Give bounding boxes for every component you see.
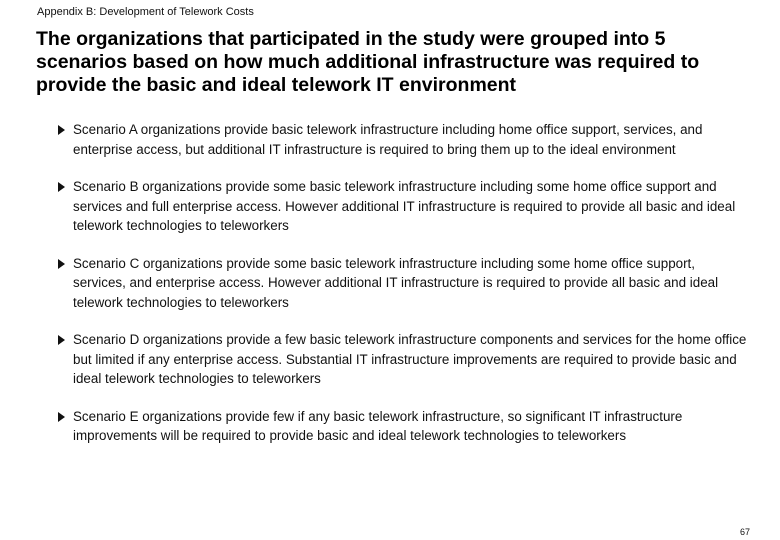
triangle-right-icon [58,125,66,135]
scenario-b-text: Scenario B organizations provide some basic telework infrastructure including some home office support and services and full enterprise access. However additional IT infrastructure is required to provide all basic and ideal telework technologies to teleworkers [73,179,736,233]
page-number: 67 [739,527,750,537]
list-item [58,407,748,446]
triangle-right-icon [58,182,66,192]
triangle-right-icon [58,412,66,422]
triangle-right-icon [58,259,66,269]
scenario-list [58,120,748,464]
page-title: The organizations that participated in the study were grouped into 5 scenarios based on how much additional infrastructure was required to provide the basic and ideal telework IT environment [36,28,700,96]
appendix-label: Appendix B: Development of Telework Costs [37,6,254,18]
scenario-a-text: Scenario A organizations provide basic telework infrastructure including home office support, services, and enterprise access, but additional IT infrastructure is required to bring them up to the ideal environment [73,122,703,157]
list-item [58,330,748,389]
list-item [58,120,748,159]
list-item [58,254,748,313]
list-item [58,177,748,236]
scenario-c-text: Scenario C organizations provide some basic telework infrastructure including some home office support, services, and enterprise access. However additional IT infrastructure is required to provide all basic and ideal telework technologies to teleworkers [73,255,719,310]
scenario-d-text: Scenario D organizations provide a few basic telework infrastructure components and services for the home office but limited if any enterprise access. Substantial IT infrastructure improvements are required to provide basic and ideal telework technologies to teleworkers [73,332,747,386]
scenario-e-text: Scenario E organizations provide few if any basic telework infrastructure, so significant IT infrastructure improvements will be required to provide basic and ideal telework technologies to teleworkers [73,408,683,443]
triangle-right-icon [58,335,66,345]
